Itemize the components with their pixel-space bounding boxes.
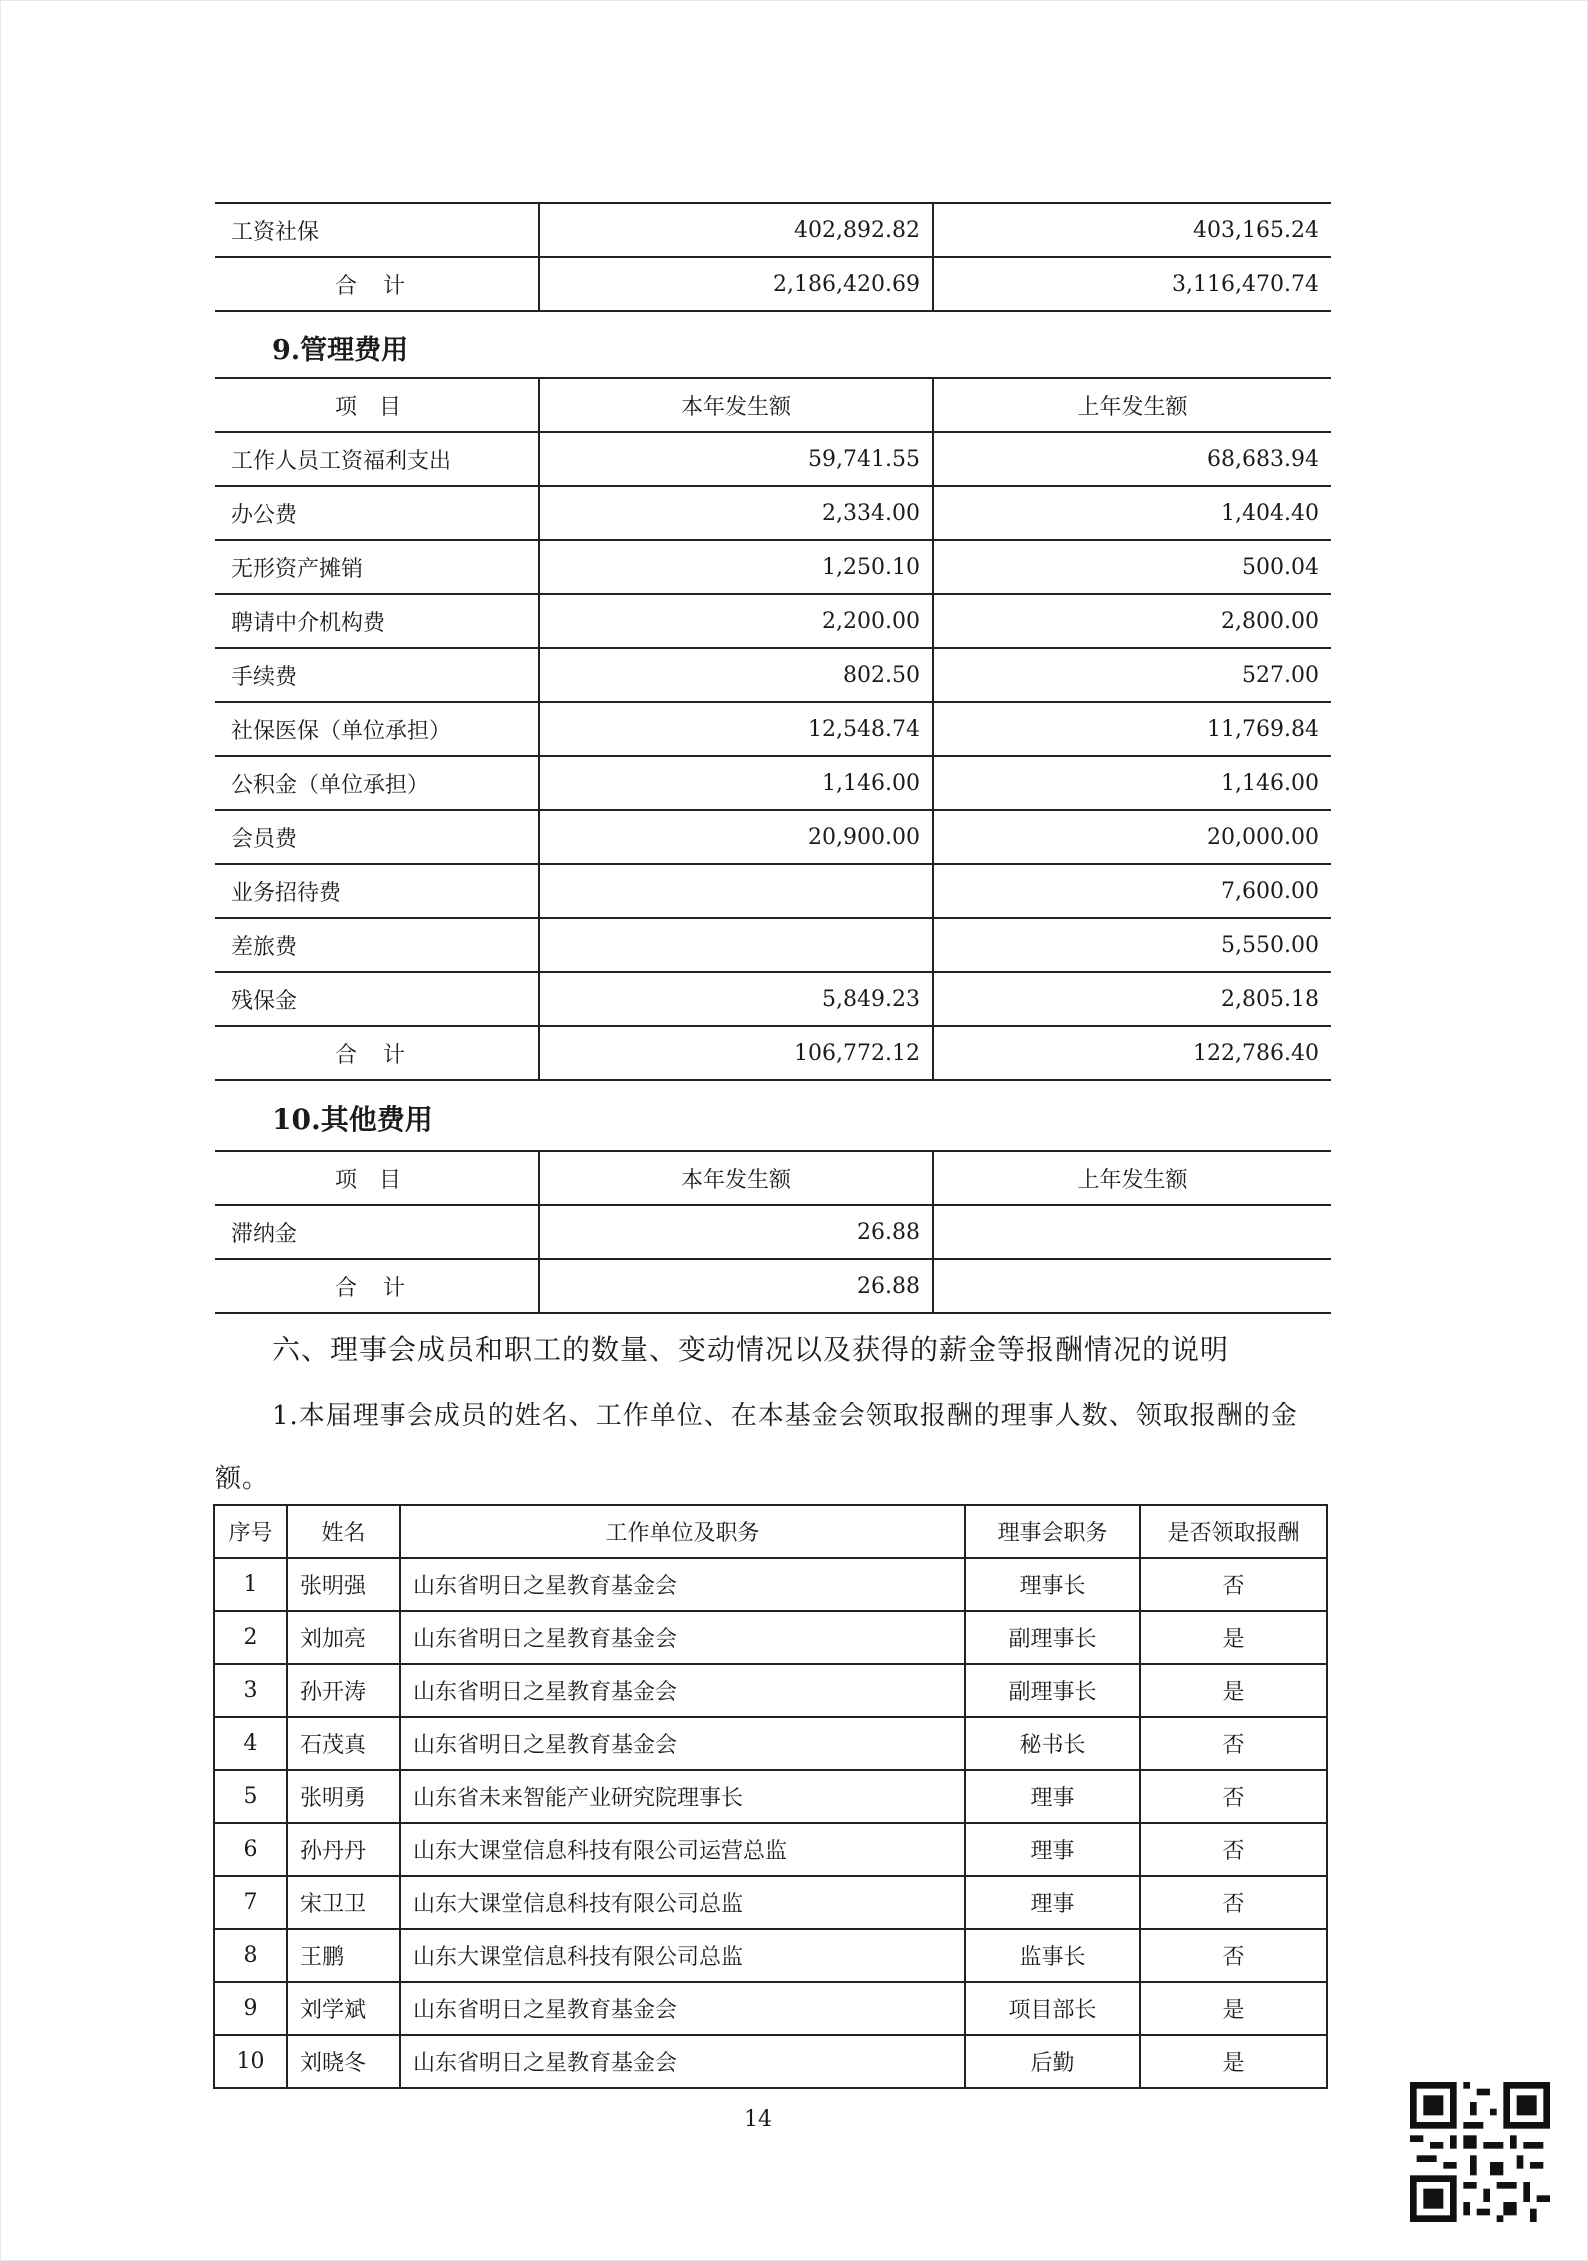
page-number: 14 — [744, 2107, 772, 2132]
header-item: 项 目 — [215, 378, 539, 432]
row-previous: 2,805.18 — [933, 972, 1331, 1026]
table-row — [214, 1876, 1327, 1929]
section6-heading: 六、理事会成员和职工的数量、变动情况以及获得的薪金等报酬情况的说明 — [272, 1333, 1230, 1366]
member-role: 理事 — [965, 1770, 1140, 1823]
row-current: 1,250.10 — [539, 540, 933, 594]
section6-paragraph-line2: 额。 — [215, 1464, 270, 1494]
member-paid: 是 — [1140, 1664, 1327, 1717]
member-role: 后勤 — [965, 2035, 1140, 2088]
member-role: 副理事长 — [965, 1664, 1140, 1717]
member-paid: 否 — [1140, 1876, 1327, 1929]
row-current — [539, 918, 933, 972]
row-item: 工作人员工资福利支出 — [215, 432, 539, 486]
member-name: 张明勇 — [287, 1770, 400, 1823]
row-item: 滞纳金 — [215, 1205, 539, 1259]
row-previous: 403,165.24 — [933, 203, 1331, 257]
member-unit: 山东省明日之星教育基金会 — [400, 1558, 965, 1611]
row-current: 20,900.00 — [539, 810, 933, 864]
members-header — [214, 1505, 1327, 1558]
row-item: 社保医保（单位承担） — [215, 702, 539, 756]
row-item: 聘请中介机构费 — [215, 594, 539, 648]
section6-paragraph-line1: 1.本届理事会成员的姓名、工作单位、在本基金会领取报酬的理事人数、领取报酬的金 — [272, 1401, 1298, 1431]
table-row — [214, 1982, 1327, 2035]
row-previous — [933, 1205, 1331, 1259]
member-paid: 是 — [1140, 1982, 1327, 2035]
member-unit: 山东大课堂信息科技有限公司总监 — [400, 1929, 965, 1982]
table-row — [214, 1929, 1327, 1982]
qr-code-icon — [1410, 2082, 1550, 2222]
header-paid: 是否领取报酬 — [1140, 1505, 1327, 1558]
member-role: 秘书长 — [965, 1717, 1140, 1770]
table-section9 — [215, 377, 1331, 1081]
table-row — [215, 702, 1331, 756]
table-row-total — [215, 1026, 1331, 1080]
header-previous: 上年发生额 — [933, 378, 1331, 432]
row-previous: 1,404.40 — [933, 486, 1331, 540]
row-current: 5,849.23 — [539, 972, 933, 1026]
table-row — [215, 756, 1331, 810]
row-current: 1,146.00 — [539, 756, 933, 810]
table-row — [215, 540, 1331, 594]
row-item: 办公费 — [215, 486, 539, 540]
row-previous — [933, 1259, 1331, 1313]
header-no: 序号 — [214, 1505, 287, 1558]
member-no: 3 — [214, 1664, 287, 1717]
member-paid: 否 — [1140, 1558, 1327, 1611]
row-item: 差旅费 — [215, 918, 539, 972]
row-current: 402,892.82 — [539, 203, 933, 257]
table-row — [215, 1205, 1331, 1259]
table-row — [214, 1717, 1327, 1770]
member-unit: 山东省明日之星教育基金会 — [400, 1982, 965, 2035]
row-previous: 20,000.00 — [933, 810, 1331, 864]
member-no: 5 — [214, 1770, 287, 1823]
row-previous: 122,786.40 — [933, 1026, 1331, 1080]
row-item: 合 计 — [215, 1026, 539, 1080]
member-no: 9 — [214, 1982, 287, 2035]
member-paid: 否 — [1140, 1770, 1327, 1823]
row-current — [539, 864, 933, 918]
table-header — [215, 1151, 1331, 1205]
table-row — [214, 1823, 1327, 1876]
member-name: 孙开涛 — [287, 1664, 400, 1717]
row-item: 会员费 — [215, 810, 539, 864]
row-current: 2,200.00 — [539, 594, 933, 648]
header-unit: 工作单位及职务 — [400, 1505, 965, 1558]
table-row — [214, 2035, 1327, 2088]
row-previous: 3,116,470.74 — [933, 257, 1331, 311]
member-name: 刘学斌 — [287, 1982, 400, 2035]
section10-title: 10.其他费用 — [272, 1103, 433, 1136]
member-no: 1 — [214, 1558, 287, 1611]
member-role: 理事长 — [965, 1558, 1140, 1611]
member-name: 刘加亮 — [287, 1611, 400, 1664]
header-role: 理事会职务 — [965, 1505, 1140, 1558]
member-role: 项目部长 — [965, 1982, 1140, 2035]
member-no: 10 — [214, 2035, 287, 2088]
member-unit: 山东省未来智能产业研究院理事长 — [400, 1770, 965, 1823]
member-no: 2 — [214, 1611, 287, 1664]
table-row — [215, 648, 1331, 702]
table-row — [214, 1611, 1327, 1664]
member-role: 理事 — [965, 1823, 1140, 1876]
table-row — [215, 810, 1331, 864]
table-row-total — [215, 257, 1331, 311]
row-item: 公积金（单位承担） — [215, 756, 539, 810]
row-current: 2,334.00 — [539, 486, 933, 540]
row-previous: 1,146.00 — [933, 756, 1331, 810]
row-previous: 68,683.94 — [933, 432, 1331, 486]
member-name: 孙丹丹 — [287, 1823, 400, 1876]
member-no: 4 — [214, 1717, 287, 1770]
row-item: 无形资产摊销 — [215, 540, 539, 594]
table-row — [214, 1664, 1327, 1717]
table-row — [215, 432, 1331, 486]
table-row — [215, 864, 1331, 918]
row-current: 802.50 — [539, 648, 933, 702]
row-item: 业务招待费 — [215, 864, 539, 918]
row-previous: 2,800.00 — [933, 594, 1331, 648]
row-current: 12,548.74 — [539, 702, 933, 756]
header-name: 姓名 — [287, 1505, 400, 1558]
member-name: 石茂真 — [287, 1717, 400, 1770]
member-name: 宋卫卫 — [287, 1876, 400, 1929]
member-paid: 是 — [1140, 1611, 1327, 1664]
row-current: 26.88 — [539, 1205, 933, 1259]
header-current: 本年发生额 — [539, 1151, 933, 1205]
member-paid: 否 — [1140, 1823, 1327, 1876]
row-current: 2,186,420.69 — [539, 257, 933, 311]
row-current: 106,772.12 — [539, 1026, 933, 1080]
member-paid: 否 — [1140, 1929, 1327, 1982]
member-name: 刘晓冬 — [287, 2035, 400, 2088]
section9-title: 9.管理费用 — [272, 335, 409, 366]
row-item: 手续费 — [215, 648, 539, 702]
table-section10 — [215, 1150, 1331, 1314]
row-item: 工资社保 — [215, 203, 539, 257]
row-current: 59,741.55 — [539, 432, 933, 486]
row-current: 26.88 — [539, 1259, 933, 1313]
member-no: 6 — [214, 1823, 287, 1876]
member-role: 副理事长 — [965, 1611, 1140, 1664]
member-unit: 山东大课堂信息科技有限公司总监 — [400, 1876, 965, 1929]
table-row — [215, 972, 1331, 1026]
header-previous: 上年发生额 — [933, 1151, 1331, 1205]
row-item: 合 计 — [215, 257, 539, 311]
member-role: 监事长 — [965, 1929, 1140, 1982]
row-item: 合 计 — [215, 1259, 539, 1313]
members-table — [213, 1504, 1328, 2089]
row-previous: 11,769.84 — [933, 702, 1331, 756]
member-unit: 山东省明日之星教育基金会 — [400, 2035, 965, 2088]
row-previous: 527.00 — [933, 648, 1331, 702]
member-paid: 是 — [1140, 2035, 1327, 2088]
row-previous: 500.04 — [933, 540, 1331, 594]
member-name: 王鹏 — [287, 1929, 400, 1982]
member-no: 8 — [214, 1929, 287, 1982]
table-row — [215, 918, 1331, 972]
row-item: 残保金 — [215, 972, 539, 1026]
member-unit: 山东省明日之星教育基金会 — [400, 1717, 965, 1770]
member-role: 理事 — [965, 1876, 1140, 1929]
member-unit: 山东省明日之星教育基金会 — [400, 1664, 965, 1717]
member-name: 张明强 — [287, 1558, 400, 1611]
member-unit: 山东省明日之星教育基金会 — [400, 1611, 965, 1664]
table-header — [215, 378, 1331, 432]
row-previous: 5,550.00 — [933, 918, 1331, 972]
header-current: 本年发生额 — [539, 378, 933, 432]
member-paid: 否 — [1140, 1717, 1327, 1770]
table-row — [215, 203, 1331, 257]
member-unit: 山东大课堂信息科技有限公司运营总监 — [400, 1823, 965, 1876]
table-row — [215, 486, 1331, 540]
member-no: 7 — [214, 1876, 287, 1929]
row-previous: 7,600.00 — [933, 864, 1331, 918]
table-row — [214, 1770, 1327, 1823]
table-row-total — [215, 1259, 1331, 1313]
table-row — [215, 594, 1331, 648]
header-item: 项 目 — [215, 1151, 539, 1205]
table-top — [215, 202, 1331, 312]
table-row — [214, 1558, 1327, 1611]
